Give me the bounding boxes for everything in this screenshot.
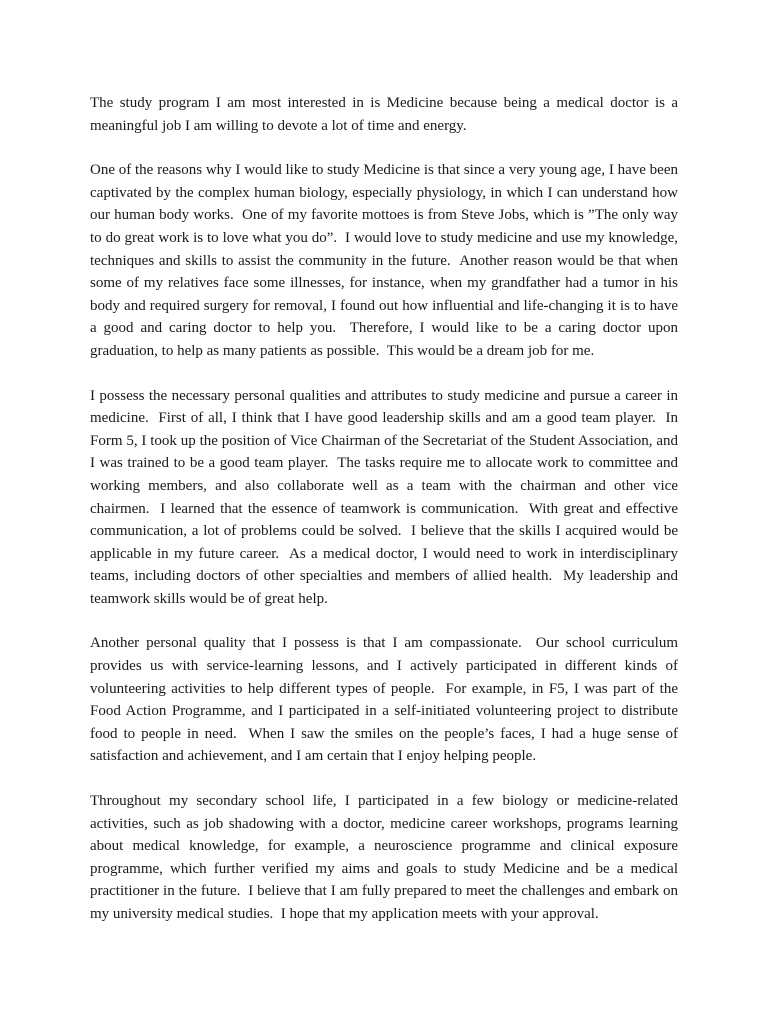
document-page — [90, 92, 682, 948]
paragraph-intro: The study program I am most interested in is Medicine because being a medical doctor is a meaningful job I am willing to devote a lot of time and energy. — [90, 95, 682, 134]
paragraph-leadership: I possess the necessary personal qualities and attributes to study medicine and pursue a career in medicine. First of all, I think that I have good leadership skills and am a good team player. In Form 5, I took up the position of Vice Chairman of the Secretariat of the Student Association, and I was trained to be a good team player. The tasks require me to allocate work to committee and working members, and also collaborate well as a team with the chairman and other vice chairmen. I learned that the essence of teamwork is communication. With great and effective communication, a lot of problems could be solved. I believe that the skills I acquired would be applicable in my future career. As a medical doctor, I would need to work in interdisciplinary teams, including doctors of other specialties and members of allied health. My leadership and teamwork skills would be of great help. — [90, 387, 682, 607]
paragraph-conclusion: Throughout my secondary school life, I participated in a few biology or medicine-related activities, such as job shadowing with a doctor, medicine career workshops, programs learning about medical knowledge, for example, a neuroscience programme and clinical exposure programme, which further verified my aims and goals to study Medicine and be a medical practitioner in the future. I believe that I am fully prepared to meet the challenges and embark on my university medical studies. I hope that my application meets with your approval. — [90, 793, 682, 922]
paragraph-reasons: One of the reasons why I would like to study Medicine is that since a very young age, I have been captivated by the complex human biology, especially physiology, in which I can understand how our human body works. One of my favorite mottoes is from Steve Jobs, which is ”The only way to do great work is to love what you do”. I would love to study medicine and use my knowledge, techniques and skills to assist the community in the future. Another reason would be that when some of my relatives face some illnesses, for instance, when my grandfather had a tumor in his body and required surgery for removal, I found out how influential and life-changing it is to have a good and caring doctor to help you. Therefore, I would like to be a caring doctor upon graduation, to help as many patients as possible. This would be a dream job for me. — [90, 162, 682, 359]
paragraph-compassion: Another personal quality that I possess is that I am compassionate. Our school curriculum provides us with service-learning lessons, and I actively participated in different kinds of volunteering activities to help different types of people. For example, in F5, I was part of the Food Action Programme, and I participated in a self-initiated volunteering project to distribute food to people in need. When I saw the smiles on the people’s faces, I had a huge sense of satisfaction and achievement, and I am certain that I enjoy helping people. — [90, 635, 682, 765]
